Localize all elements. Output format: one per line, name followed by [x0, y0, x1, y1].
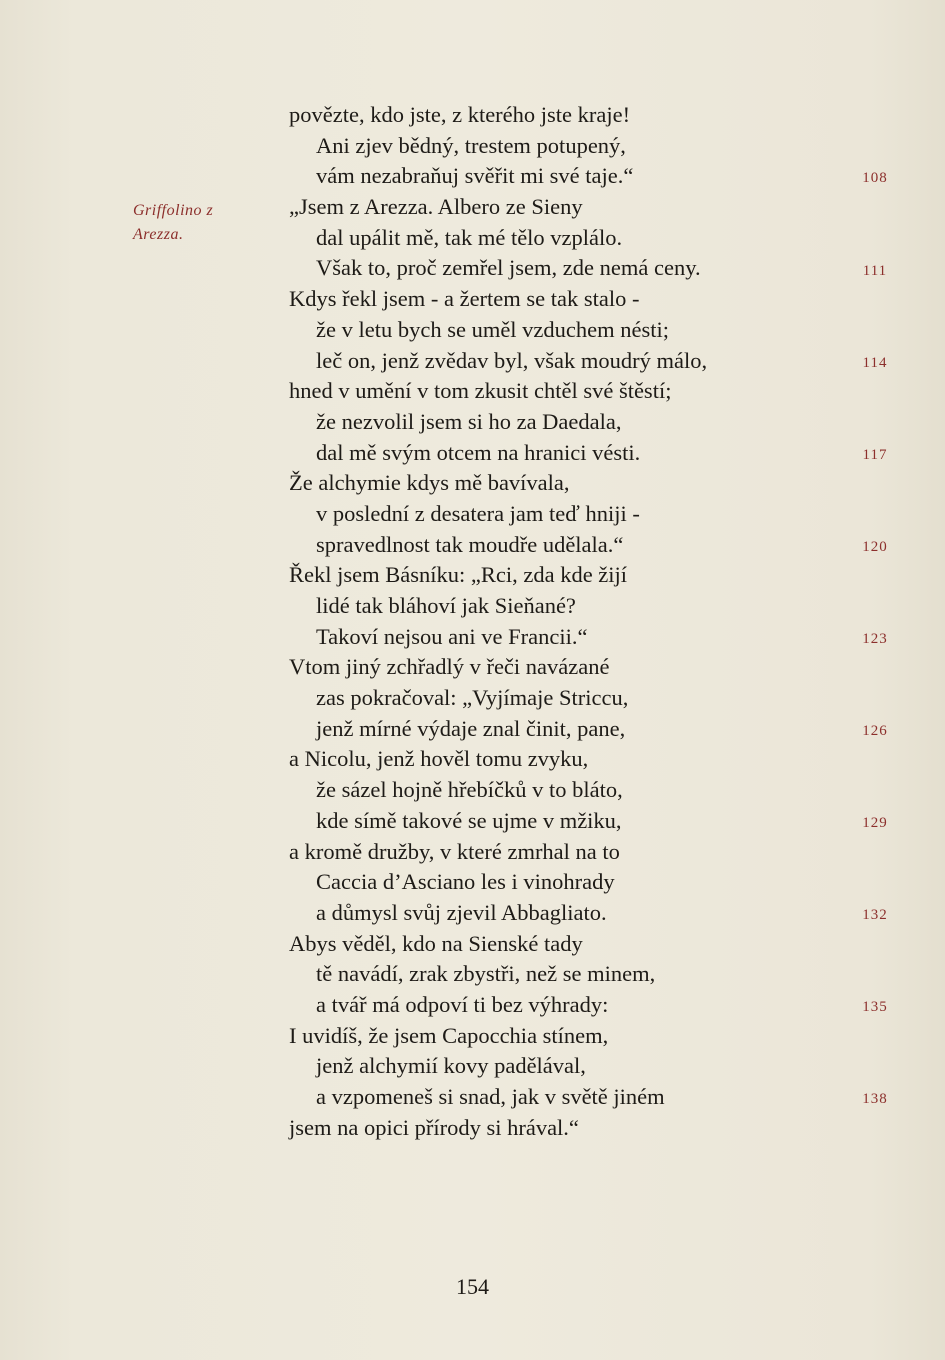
- verse-line: „Jsem z Arezza. Albero ze Sieny: [289, 194, 583, 220]
- verse-line: I uvidíš, že jsem Capocchia stínem,: [289, 1022, 609, 1048]
- verse-line: a důmysl svůj zjevil Abbagliato.: [316, 899, 607, 925]
- verse-line: lidé tak bláhoví jak Sieňané?: [316, 593, 576, 618]
- verse-line: Řekl jsem Básníku: „Rci, zda kde žijí: [289, 562, 628, 588]
- verse-line: Vtom jiný zchřadlý v řeči navázané: [289, 654, 610, 680]
- verse-line: Caccia d’Asciano les i vinohrady: [316, 869, 615, 895]
- line-number: 138: [862, 1091, 888, 1108]
- verse-line: spravedlnost tak moudře udělala.“: [316, 531, 624, 557]
- verse-line: a tvář má odpoví ti bez výhrady:: [316, 991, 609, 1017]
- verse-line: a kromě družby, v které zmrhal na to: [289, 838, 620, 864]
- line-number: 117: [862, 446, 888, 463]
- line-number: 123: [862, 630, 888, 647]
- verse-line: v poslední z desatera jam teď hniji -: [316, 500, 640, 526]
- verse-line: a vzpomeneš si snad, jak v světě jiném: [316, 1084, 665, 1109]
- verse-line: dal mě svým otcem na hranici vésti.: [316, 439, 641, 465]
- page-number: 154: [456, 1274, 489, 1299]
- line-number: 132: [862, 907, 888, 924]
- verse-line: vám nezabraňuj svěřit mi své taje.“: [316, 163, 634, 189]
- verse-line: tě navádí, zrak zbystři, než se minem,: [316, 961, 656, 987]
- verse-line: a Nicolu, jenž hověl tomu zvyku,: [289, 746, 589, 772]
- line-number: 114: [862, 354, 888, 371]
- line-number: 111: [862, 262, 888, 279]
- verse-line: jenž alchymií kovy padělával,: [316, 1053, 586, 1079]
- line-number: 135: [862, 999, 888, 1016]
- verse-line: dal upálit mě, tak mé tělo vzplálo.: [316, 224, 623, 250]
- margin-note: Griffolino z Arezza.: [133, 202, 214, 243]
- line-number: 126: [862, 723, 888, 739]
- line-number: 129: [862, 815, 888, 832]
- verse-line: zas pokračoval: „Vyjímaje Striccu,: [316, 685, 629, 711]
- verse-line: jenž mírné výdaje znal činit, pane,: [316, 715, 626, 741]
- verse-line: že nezvolil jsem si ho za Daedala,: [316, 408, 622, 434]
- verse-line: jsem na opici přírody si hrával.“: [289, 1114, 579, 1140]
- poem-text: [289, 100, 849, 1143]
- line-number: 120: [862, 538, 888, 555]
- verse-line: Však to, proč zemřel jsem, zde nemá ceny.: [316, 255, 701, 281]
- verse-line: povězte, kdo jste, z kterého jste kraje!: [289, 102, 631, 127]
- verse-line: Ani zjev bědný, trestem potupený,: [316, 132, 626, 158]
- verse-line: kde símě takové se ujme v mžiku,: [316, 807, 622, 833]
- verse-line: hned v umění v tom zkusit chtěl své štěstí;: [289, 378, 672, 404]
- verse-line: že sázel hojně hřebíčků v to bláto,: [316, 777, 623, 803]
- verse-line: Že alchymie kdys mě bavívala,: [289, 470, 570, 496]
- verse-line: Takoví nejsou ani ve Francii.“: [316, 623, 588, 649]
- verse-line: že v letu bych se uměl vzduchem nésti;: [316, 316, 670, 342]
- verse-line: Abys věděl, kdo na Sienské tady: [289, 930, 583, 956]
- verse-line: Kdys řekl jsem - a žertem se tak stalo -: [289, 286, 640, 312]
- verse-line: leč on, jenž zvědav byl, však moudrý málo,: [316, 347, 708, 373]
- line-number: 108: [862, 170, 888, 187]
